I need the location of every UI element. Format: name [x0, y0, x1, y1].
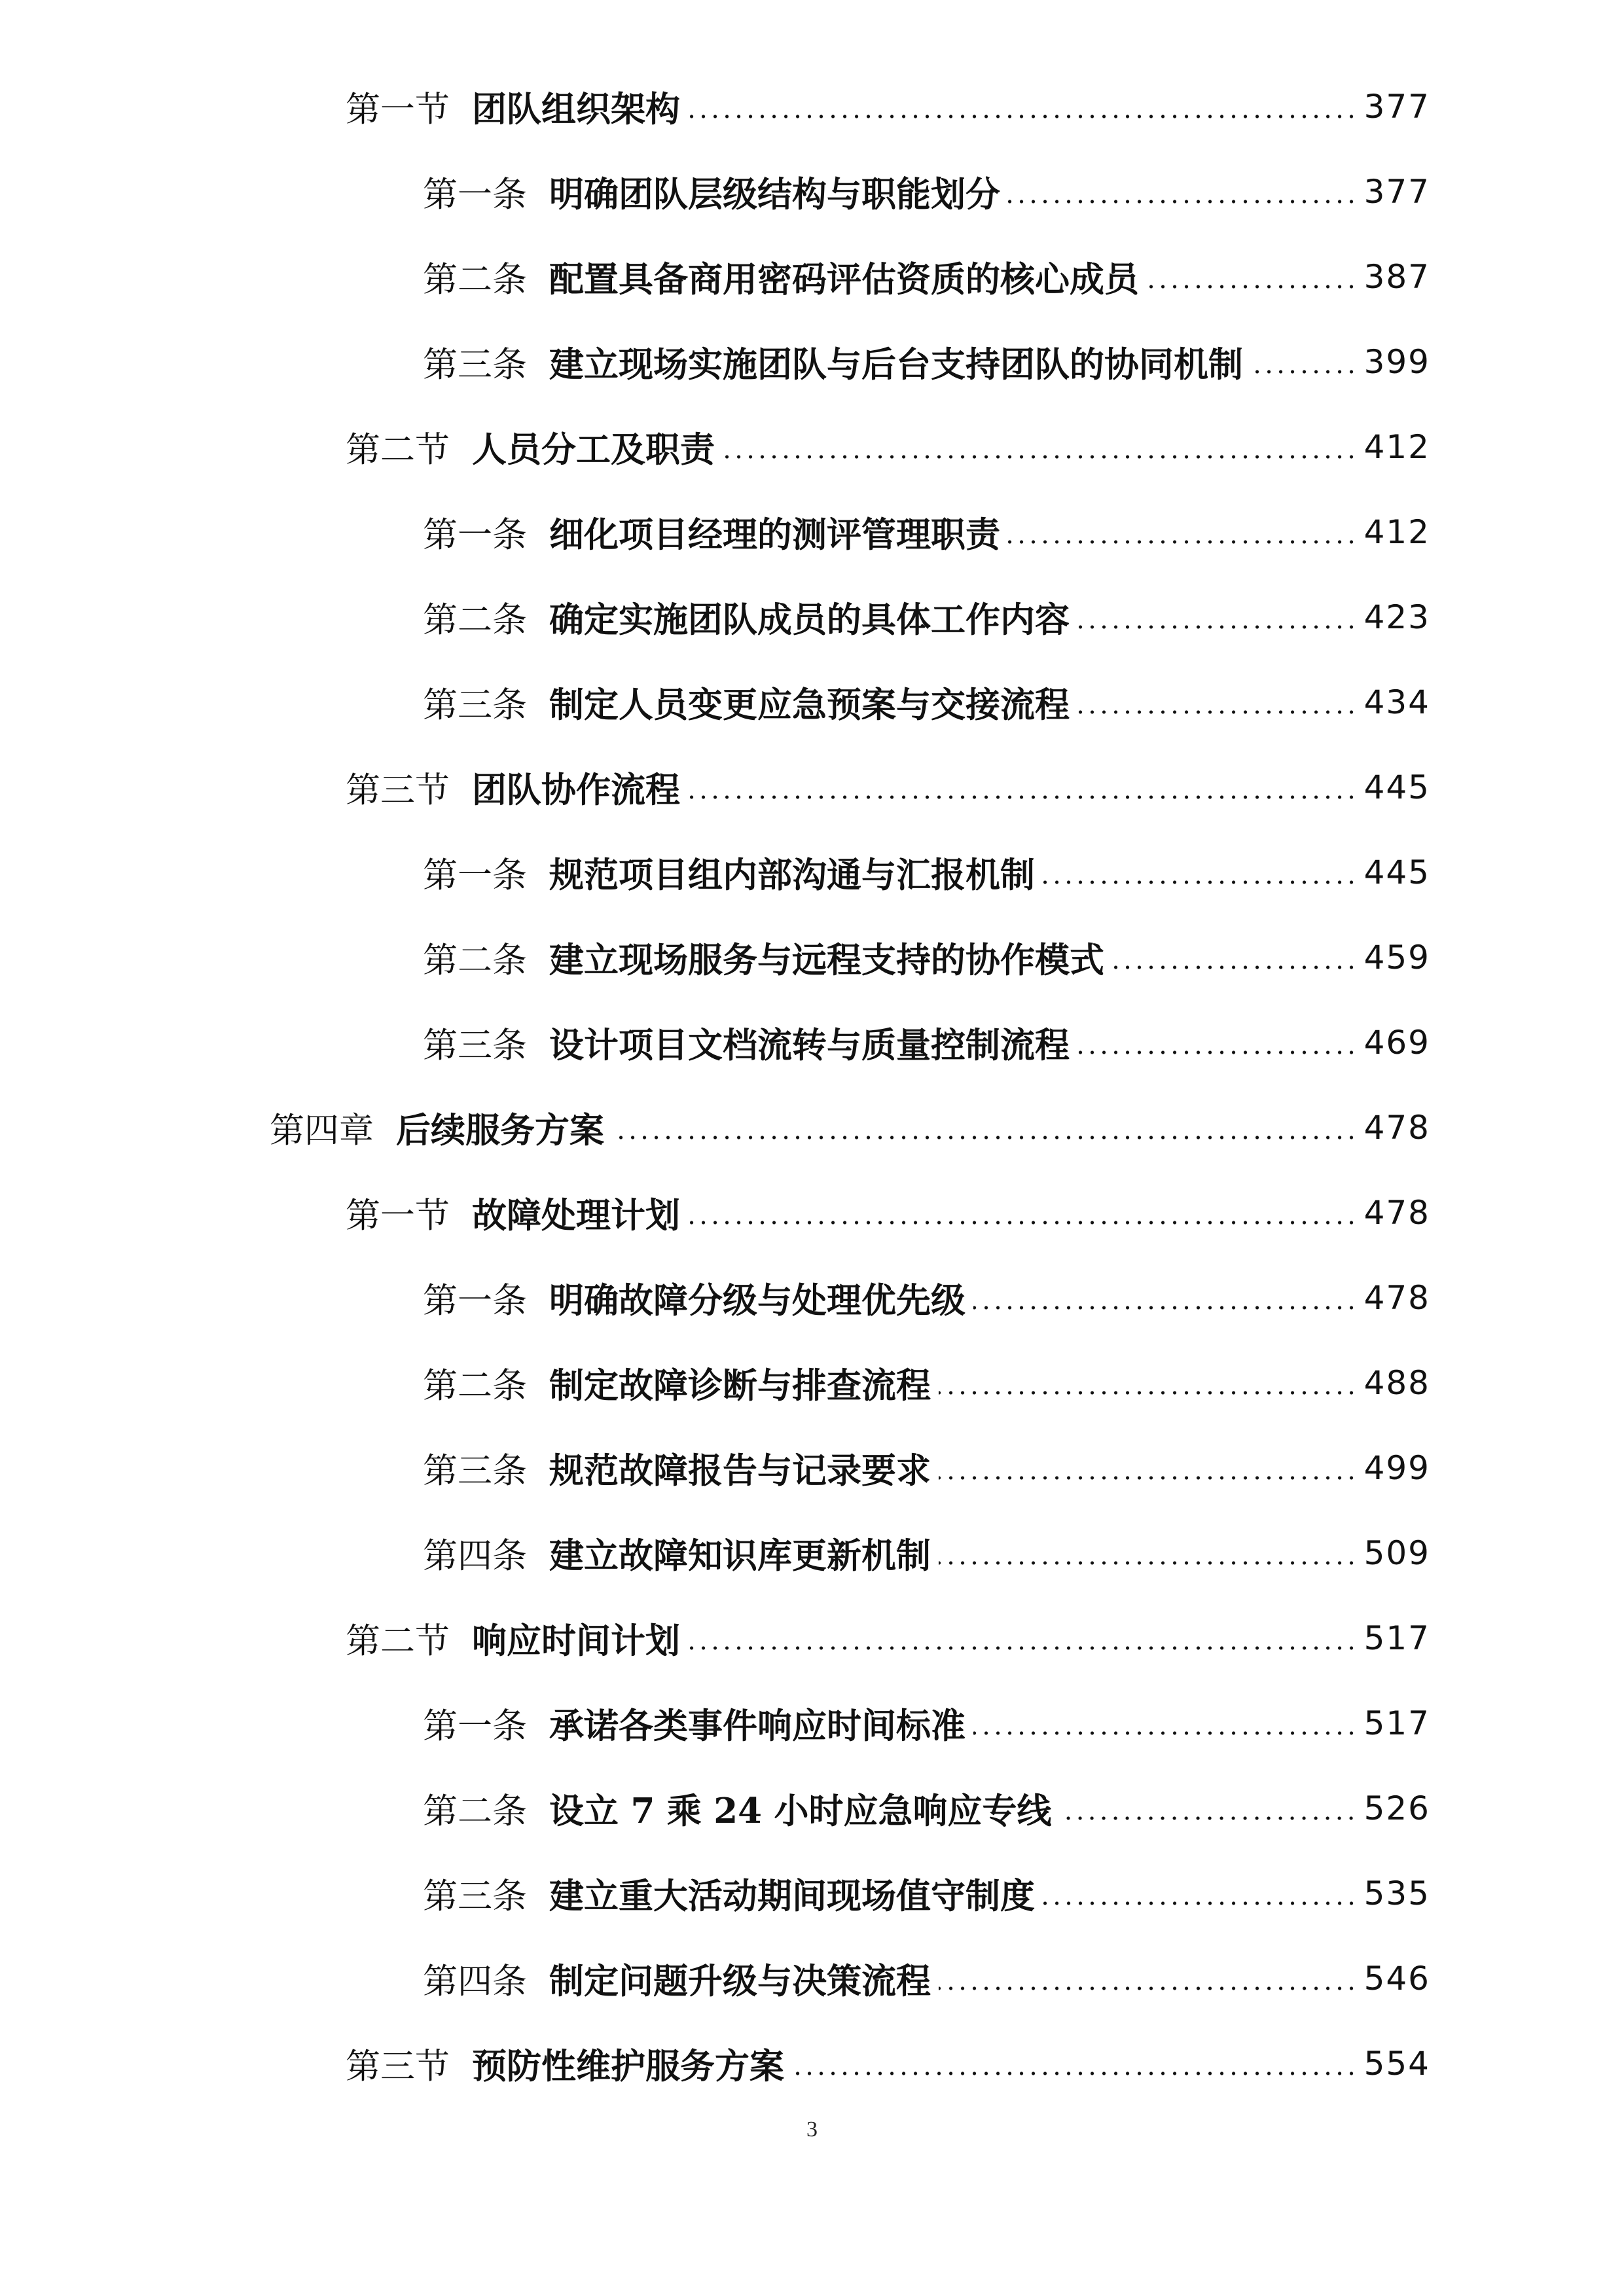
toc-entry-title: 建立现场服务与远程支持的协作模式 [549, 940, 1104, 980]
dot-leader [1008, 198, 1358, 206]
toc-entry-title: 制定人员变更应急预案与交接流程 [549, 685, 1070, 725]
toc-entry-page: 469 [1363, 1024, 1430, 1062]
toc-entry-number: 第四条 [423, 1962, 527, 2001]
dot-leader [939, 1474, 1358, 1482]
toc-entry-page: 412 [1363, 428, 1430, 466]
toc-entry-title: 明确团队层级结构与职能划分 [549, 174, 1000, 215]
toc-entry-title: 建立现场实施团队与后台支持团队的协同机制 [549, 344, 1243, 385]
toc-entry-title: 细化项目经理的测评管理职责 [549, 514, 1000, 555]
toc-entry[interactable] [423, 166, 1430, 218]
toc-entry-number: 第二条 [423, 600, 527, 640]
toc-entry-title: 团队组织架构 [472, 89, 680, 130]
toc-entry-title: 制定故障诊断与排查流程 [549, 1365, 931, 1406]
toc-entry-chapter[interactable] [270, 1102, 1430, 1154]
toc-entry-page: 478 [1363, 1109, 1430, 1147]
toc-entry-number: 第三节 [346, 770, 450, 810]
dot-leader [1077, 1049, 1358, 1056]
toc-entry-number: 第四章 [270, 1111, 374, 1151]
toc-entry-number: 第三条 [423, 685, 527, 725]
toc-entry-page: 517 [1363, 1704, 1430, 1742]
toc-entry-title: 响应时间计划 [472, 1621, 680, 1661]
toc-entry-number: 第二条 [423, 1366, 527, 1406]
toc-entry-page: 488 [1363, 1364, 1430, 1402]
dot-leader [939, 1984, 1358, 1992]
toc-entry-page: 377 [1363, 173, 1430, 211]
toc-entry-page: 412 [1363, 513, 1430, 551]
toc-entry[interactable] [346, 1612, 1430, 1664]
toc-entry-number: 第二节 [346, 430, 450, 470]
toc-entry-number: 第二条 [423, 260, 527, 300]
toc-entry-page: 526 [1363, 1789, 1430, 1827]
dot-leader [688, 1644, 1358, 1652]
toc-entry-number: 第二条 [423, 941, 527, 980]
toc-entry-number: 第一条 [423, 1281, 527, 1321]
toc-entry-page: 399 [1363, 343, 1430, 381]
toc-entry[interactable] [423, 251, 1430, 303]
toc-entry-number: 第三节 [346, 2047, 450, 2087]
toc-entry[interactable] [423, 1442, 1430, 1494]
toc-entry-title: 承诺各类事件响应时间标准 [549, 1706, 965, 1746]
toc-entry-page: 434 [1363, 683, 1430, 721]
toc-entry-title: 建立故障知识库更新机制 [549, 1535, 931, 1576]
page-number: 3 [806, 2117, 818, 2142]
toc-entry-title: 后续服务方案 [396, 1110, 604, 1151]
toc-entry-page: 387 [1363, 258, 1430, 296]
toc-entry-title: 确定实施团队成员的具体工作内容 [549, 600, 1070, 640]
toc-entry-page: 445 [1363, 768, 1430, 806]
dot-leader [939, 1389, 1358, 1397]
toc-entry[interactable] [423, 1952, 1430, 2005]
dot-leader [688, 1219, 1358, 1227]
toc-entry-title: 制定问题升级与决策流程 [549, 1961, 931, 2001]
toc-entry-page: 445 [1363, 853, 1430, 891]
toc-entry-number: 第三条 [423, 1026, 527, 1066]
toc-entry[interactable] [423, 1016, 1430, 1069]
toc-entry-page: 509 [1363, 1534, 1430, 1572]
toc-entry[interactable] [346, 81, 1430, 133]
toc-entry-title: 设计项目文档流转与质量控制流程 [549, 1025, 1070, 1066]
toc-entry-page: 554 [1363, 2045, 1430, 2083]
toc-entry-number: 第一节 [346, 90, 450, 130]
toc-entry-title: 配置具备商用密码评估资质的核心成员 [549, 259, 1139, 300]
toc-entry-page: 546 [1363, 1960, 1430, 1998]
toc-entry-page: 478 [1363, 1279, 1430, 1317]
toc-entry[interactable] [423, 1527, 1430, 1579]
toc-entry-title: 规范故障报告与记录要求 [549, 1450, 931, 1491]
toc-entry[interactable] [346, 421, 1430, 473]
dot-leader [939, 1559, 1358, 1567]
toc-entry-title: 规范项目组内部沟通与汇报机制 [549, 855, 1035, 895]
dot-leader [973, 1729, 1358, 1737]
dot-leader [1008, 538, 1358, 546]
toc-entry-number: 第一节 [346, 1196, 450, 1236]
toc-entry[interactable] [423, 506, 1430, 558]
toc-entry[interactable] [423, 336, 1430, 388]
toc-entry-number: 第一条 [423, 1706, 527, 1746]
toc-entry[interactable] [423, 676, 1430, 728]
toc-entry-title: 团队协作流程 [472, 770, 680, 810]
toc-entry[interactable] [346, 1187, 1430, 1239]
dot-leader [1077, 623, 1358, 631]
toc-entry[interactable] [423, 1867, 1430, 1920]
toc-entry[interactable] [423, 591, 1430, 643]
dot-leader [1043, 1899, 1358, 1907]
toc-entry[interactable] [346, 2037, 1430, 2090]
toc-entry-number: 第二节 [346, 1621, 450, 1661]
toc-entry-number: 第一条 [423, 175, 527, 215]
dot-leader [612, 1134, 1358, 1141]
dot-leader [1077, 708, 1358, 716]
toc-entry-page: 499 [1363, 1449, 1430, 1487]
toc-entry-page: 459 [1363, 939, 1430, 977]
dot-leader [792, 2070, 1358, 2077]
dot-leader [973, 1304, 1358, 1312]
dot-leader [688, 113, 1358, 120]
toc-entry[interactable] [423, 1697, 1430, 1749]
toc-entry-page: 423 [1363, 598, 1430, 636]
toc-entry-title: 人员分工及职责 [472, 429, 715, 470]
toc-entry-page: 535 [1363, 1874, 1430, 1912]
dot-leader [1043, 878, 1358, 886]
toc-entry-number: 第四条 [423, 1536, 527, 1576]
toc-entry-title: 故障处理计划 [472, 1195, 680, 1236]
toc-entry-title: 设立 7 乘 24 小时应急响应专线 [549, 1791, 1052, 1831]
toc-entry[interactable] [423, 931, 1430, 984]
toc-entry[interactable] [423, 1782, 1430, 1835]
dot-leader [723, 453, 1358, 461]
toc-entry-number: 第一条 [423, 515, 527, 555]
toc-entry-page: 377 [1363, 88, 1430, 126]
dot-leader [1251, 368, 1358, 376]
dot-leader [1147, 283, 1358, 291]
toc-entry-title: 明确故障分级与处理优先级 [549, 1280, 965, 1321]
toc-entry-number: 第三条 [423, 345, 527, 385]
dot-leader [688, 793, 1358, 801]
dot-leader [1112, 963, 1358, 971]
toc-entry-number: 第一条 [423, 855, 527, 895]
toc-entry-number: 第二条 [423, 1791, 527, 1831]
toc-entry-page: 478 [1363, 1194, 1430, 1232]
toc-entry[interactable] [423, 1357, 1430, 1409]
dot-leader [1059, 1814, 1357, 1822]
toc-entry-title: 建立重大活动期间现场值守制度 [549, 1876, 1035, 1916]
toc-entry[interactable] [423, 1272, 1430, 1324]
toc-entry[interactable] [423, 846, 1430, 899]
toc-entry-number: 第三条 [423, 1451, 527, 1491]
toc-entry-page: 517 [1363, 1619, 1430, 1657]
toc-entry[interactable] [346, 761, 1430, 814]
toc-entry-number: 第三条 [423, 1876, 527, 1916]
toc-entry-title: 预防性维护服务方案 [472, 2046, 784, 2087]
